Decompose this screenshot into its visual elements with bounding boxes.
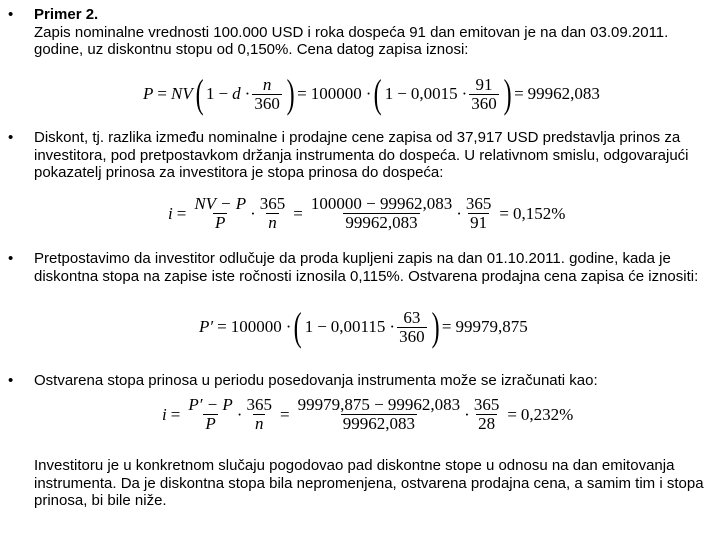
fraction-numerator: P′ − P (188, 395, 233, 414)
formula-operator: = (293, 203, 303, 223)
formula-operator: · (464, 404, 470, 424)
formula-result: 0,232% (520, 404, 574, 424)
formula-operator: = (507, 404, 517, 424)
formula-number: 0,0015 (410, 84, 458, 103)
formula-operator: · (365, 84, 372, 103)
formula-number: 100000 (230, 317, 282, 336)
formula-operator: · (461, 84, 468, 103)
bullet-1: • (8, 6, 14, 23)
fraction-denominator: 99962,083 (342, 414, 415, 433)
fraction-denominator: n (268, 213, 277, 232)
formula-operator: = (279, 404, 290, 424)
fraction-denominator: P (205, 414, 216, 433)
formula-operator: − (397, 84, 407, 103)
example-title: Primer 2. (34, 6, 99, 23)
fraction-numerator: 365 (259, 194, 286, 213)
formula-operator: · (389, 317, 396, 336)
fraction-numerator: 91 (475, 74, 493, 94)
formula-number: 100000 (310, 84, 362, 103)
example-text: Zapis nominalne vrednosti 100.000 USD i roka dospeća 91 dan emitovan je na dan 03.09.2011. godine, uz diskontnu stopu od 0,150%. Cena datog zapisa iznosi: (34, 23, 669, 58)
formula-symbol: d (232, 84, 241, 103)
formula-symbol: i (168, 203, 173, 223)
formula-operator: · (236, 404, 243, 424)
fraction-denominator: 360 (471, 93, 497, 113)
formula-operator: − (218, 84, 229, 103)
fraction-denominator: 99962,083 (345, 213, 418, 232)
formula-number: 1 (304, 317, 314, 336)
formula-result: 99962,083 (527, 84, 600, 103)
formula-operator: = (441, 317, 452, 336)
paragraph-holding-yield: Ostvarena stopa prinosa u periodu posedovanja instrumenta može se izračunati kao: (34, 372, 598, 389)
fraction-denominator: P (215, 213, 226, 232)
formula-symbol: P′ (199, 317, 214, 336)
formula-fraction (186, 396, 234, 433)
formula-price: P = NV ( 1 − d · $\frac{n}{360}$ ) = 100000 · ( 1 − 0,0015 · $\frac{91}{360}$ ) = 99962,083 (143, 71, 600, 116)
paragraph-conclusion: Investitoru je u konkretnom slučaju pogodovao pad diskontne stope u odnosu na dan emitovanja instrumenta. Da je diskontna stopa bila nepromenjena, ostvarena prodajna cena, a samim tim i stopa prinosa, bi bile niže. (34, 457, 704, 509)
formula-operator: · (285, 317, 292, 336)
fraction-denominator: n (254, 414, 264, 433)
formula-operator: = (157, 84, 167, 103)
formula-fraction (252, 76, 282, 113)
formula-operator: = (514, 84, 524, 103)
formula-operator: · (244, 84, 251, 103)
paragraph-discount: Diskont, tj. razlika između nominalne i prodajne cene zapisa od 37,917 USD predstavlja prinos za investitora, pod pretpostavkom držanja instrumenta do dospeća. U relativnom smislu, odgovarajući pokazatelj prinosa za investitora je stopa prinosa do dospeća: (34, 129, 689, 181)
formula-fraction (472, 396, 502, 433)
fraction-numerator: 99979,875 − 99962,083 (297, 395, 461, 414)
formula-number: 0,00115 (330, 317, 386, 336)
formula-fraction (309, 195, 454, 232)
formula-result: 99979,875 (455, 317, 528, 336)
fraction-numerator: 365 (465, 194, 492, 213)
fraction-denominator: 360 (399, 326, 425, 346)
fraction-numerator: 365 (473, 395, 500, 414)
formula-holding-yield (162, 396, 573, 433)
fraction-denominator: 91 (470, 213, 488, 232)
formula-operator: = (176, 203, 187, 223)
formula-operator: · (456, 203, 462, 223)
fraction-numerator: 100000 − 99962,083 (310, 194, 453, 213)
fraction-numerator: NV − P (194, 194, 247, 213)
formula-symbol: i (162, 404, 167, 424)
formula-fraction (464, 195, 494, 232)
paragraph-example (34, 6, 714, 59)
fraction-numerator: 63 (403, 307, 421, 327)
fraction-numerator: 365 (246, 395, 272, 414)
formula-fraction (469, 76, 499, 113)
formula-operator: = (170, 404, 181, 424)
formula-fraction (296, 396, 463, 433)
formula-yield-to-maturity (168, 195, 565, 232)
paragraph-sale: Pretpostavimo da investitor odlučuje da proda kupljeni zapis na dan 01.10.2011. godine, kada je diskontna stopa na zapise iste ročnosti iznosila 0,115%. Ostvarena prodajna cena zapisa će iznositi: (34, 250, 699, 285)
fraction-denominator: 28 (478, 414, 496, 433)
formula-fraction (192, 195, 248, 232)
formula-operator: = (217, 317, 227, 336)
fraction-denominator: 360 (254, 93, 280, 113)
formula-fraction (258, 195, 288, 232)
formula-operator: = (499, 203, 509, 223)
formula-fraction (397, 309, 427, 346)
bullet-3: • (8, 250, 14, 267)
formula-operator: · (250, 203, 256, 223)
formula-operator: = (297, 84, 307, 103)
bullet-2: • (8, 129, 14, 146)
formula-sale-price: P′ = 100000 · ( 1 − 0,00115 · $\frac{63}{360}$ ) = 99979,875 (199, 304, 528, 349)
formula-number: 1 (206, 84, 215, 103)
formula-operator: − (317, 317, 327, 336)
fraction-numerator: n (262, 74, 272, 94)
formula-symbol: P (143, 84, 154, 103)
formula-fraction (244, 396, 274, 433)
bullet-4: • (8, 372, 14, 389)
formula-symbol: NV (170, 84, 193, 103)
formula-result: 0,152% (512, 203, 566, 223)
formula-number: 1 (384, 84, 394, 103)
